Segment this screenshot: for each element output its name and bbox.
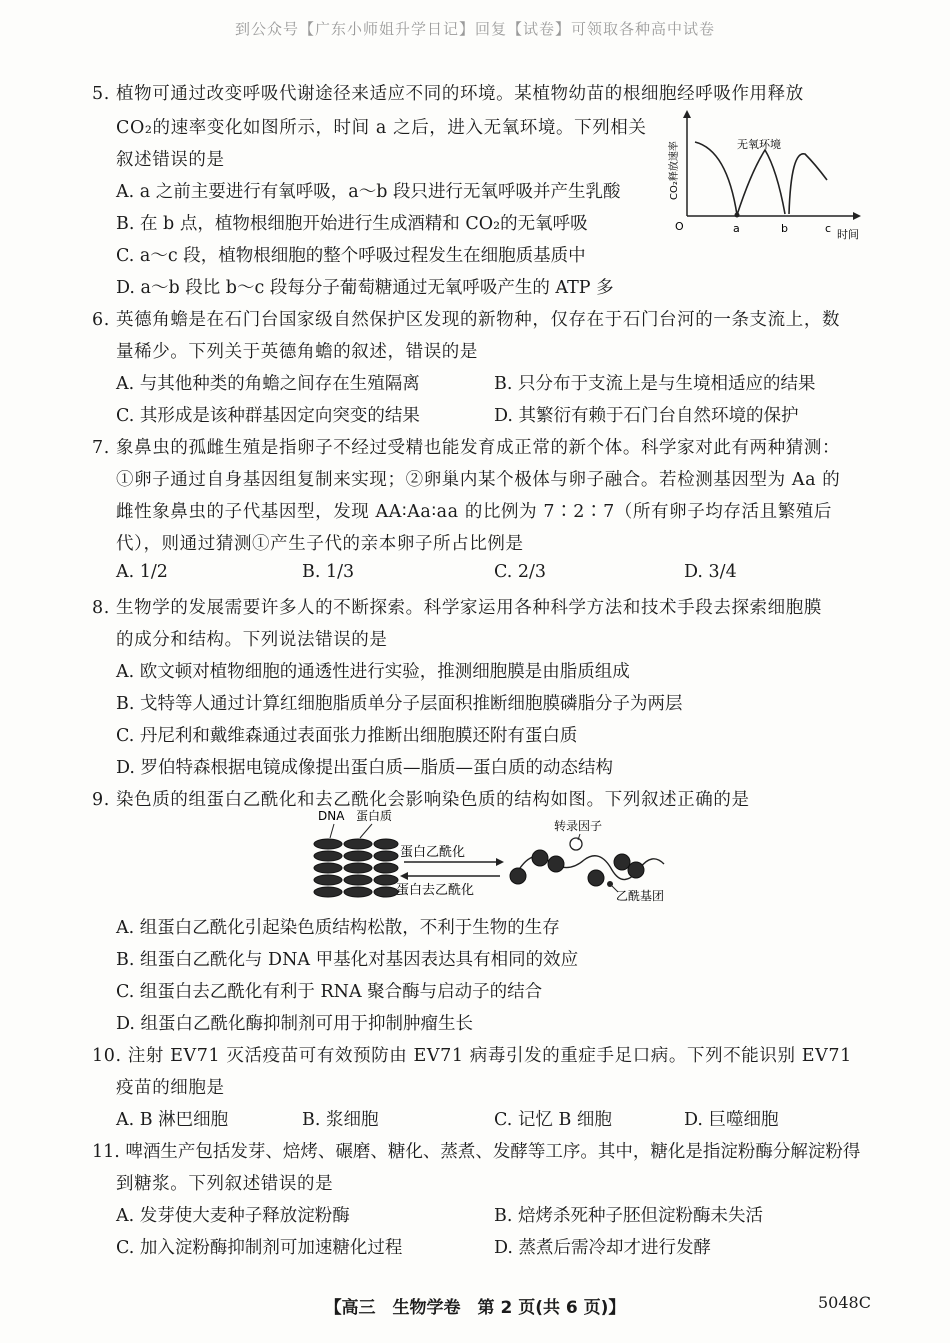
q5-graph-curve	[695, 142, 827, 215]
q7-stem-line-1: 7. 象鼻虫的孤雌生殖是指卵子不经过受精也能发育成正常的新个体。科学家对此有两种猜测：	[92, 438, 841, 458]
q10-option-a: A. B 淋巴细胞	[116, 1110, 229, 1130]
q8-option-c: C. 丹尼利和戴维森通过表面张力推断出细胞膜还附有蛋白质	[116, 726, 578, 746]
q9-fig-dna-label: DNA	[318, 809, 345, 823]
q5-stem-line-2: CO₂的速率变化如图所示，时间 a 之后，进入无氧环境。下列相关	[116, 118, 647, 138]
q5-option-c: C. a～c 段，植物根细胞的整个呼吸过程发生在细胞质基质中	[116, 246, 586, 266]
q5-graph-tick-b: b	[781, 222, 788, 235]
q7-stem-line-2: ①卵子通过自身基因组复制来实现；②卵巢内某个极体与卵子融合。若检测基因型为 Aa 的	[116, 470, 841, 490]
q8-option-b: B. 戈特等人通过计算红细胞脂质单分子层面积推断细胞膜磷脂分子为两层	[116, 694, 683, 714]
q8-option-d: D. 罗伯特森根据电镜成像提出蛋白质—脂质—蛋白质的动态结构	[116, 758, 614, 778]
q9-fig-forward-label: 蛋白乙酰化	[400, 845, 466, 860]
q9-option-b: B. 组蛋白乙酰化与 DNA 甲基化对基因表达具有相同的效应	[116, 950, 579, 970]
q10-option-b: B. 浆细胞	[302, 1110, 379, 1130]
q9-stem: 9. 染色质的组蛋白乙酰化和去乙酰化会影响染色质的结构如图。下列叙述正确的是	[92, 790, 750, 810]
paper-code: 5048C	[818, 1293, 871, 1312]
q9-fig-protein-label: 蛋白质	[356, 809, 393, 823]
q7-option-a: A. 1/2	[116, 562, 168, 582]
q5-option-a: A. a 之前主要进行有氧呼吸，a～b 段只进行无氧呼吸并产生乳酸	[116, 182, 621, 202]
q10-option-d: D. 巨噬细胞	[684, 1110, 779, 1130]
q9-fig-transcription-factor	[570, 838, 582, 850]
q9-option-d: D. 组蛋白乙酰化酶抑制剂可用于抑制肿瘤生长	[116, 1014, 474, 1034]
q6-option-c: C. 其形成是该种群基因定向突变的结果	[116, 406, 420, 426]
q9-fig-open-nucleosomes	[510, 850, 644, 886]
q11-option-a: A. 发芽使大麦种子释放淀粉酶	[116, 1206, 350, 1226]
q7-stem-line-3: 雌性象鼻虫的子代基因型，发现 AA∶Aa∶aa 的比例为 7∶2∶7（所有卵子均存活且繁殖后	[116, 502, 833, 522]
q5-graph-point-a	[735, 213, 740, 218]
q5-graph-tick-c: c	[825, 222, 832, 235]
q9-fig-condensed-chromatin	[314, 839, 398, 897]
q7-option-d: D. 3/4	[684, 562, 737, 582]
q10-stem-line-2: 疫苗的细胞是	[116, 1078, 225, 1098]
q11-option-c: C. 加入淀粉酶抑制剂可加速糖化过程	[116, 1238, 403, 1258]
q8-stem-line-1: 8. 生物学的发展需要许多人的不断探索。科学家运用各种科学方法和技术手段去探索细胞膜	[92, 598, 822, 618]
q9-option-a: A. 组蛋白乙酰化引起染色质结构松散，不利于生物的生存	[116, 918, 560, 938]
q5-stem-line-3: 叙述错误的是	[116, 150, 225, 170]
q9-fig-acetyl-label: 乙酰基团	[616, 889, 665, 903]
q11-option-b: B. 焙烤杀死种子胚但淀粉酶未失活	[494, 1206, 763, 1226]
watermark: 到公众号【广东小师姐升学日记】回复【试卷】可领取各种高中试卷	[234, 20, 715, 38]
q10-stem-line-1: 10. 注射 EV71 灭活疫苗可有效预防由 EV71 病毒引发的重症手足口病。下列不能识别 EV71	[92, 1046, 852, 1066]
q9-option-c: C. 组蛋白去乙酰化有利于 RNA 聚合酶与启动子的结合	[116, 982, 543, 1002]
q5-graph-y-arrow	[683, 110, 691, 118]
q9-fig-reverse-label: 蛋白去乙酰化	[396, 883, 475, 898]
q11-stem-line-1: 11. 啤酒生产包括发芽、焙烤、碾磨、糖化、蒸煮、发酵等工序。其中，糖化是指淀粉酶分解淀粉得	[92, 1142, 861, 1162]
q5-graph-xlabel: 时间	[837, 228, 859, 241]
q6-option-a: A. 与其他种类的角蟾之间存在生殖隔离	[116, 374, 420, 394]
q5-graph-annotation: 无氧环境	[737, 138, 781, 151]
q9-fig-dna-pointer	[330, 824, 334, 838]
q5-co2-graph	[665, 110, 865, 250]
q5-stem-line-1: 5. 植物可通过改变呼吸代谢途径来适应不同的环境。某植物幼苗的根细胞经呼吸作用释放	[92, 84, 804, 104]
q6-stem-line-2: 量稀少。下列关于英德角蟾的叙述，错误的是	[116, 342, 478, 362]
q9-chromatin-figure	[300, 804, 680, 908]
q6-option-b: B. 只分布于支流上是与生境相适应的结果	[494, 374, 816, 394]
q5-graph-tick-a: a	[733, 222, 740, 235]
q7-option-b: B. 1/3	[302, 562, 355, 582]
q8-option-a: A. 欧文顿对植物细胞的通透性进行实验，推测细胞膜是由脂质组成	[116, 662, 630, 682]
q9-fig-protein-pointer	[360, 824, 372, 838]
q6-option-d: D. 其繁衍有赖于石门台自然环境的保护	[494, 406, 799, 426]
q7-option-c: C. 2/3	[494, 562, 547, 582]
q8-stem-line-2: 的成分和结构。下列说法错误的是	[116, 630, 388, 650]
q5-graph-ylabel: CO₂释放速率	[669, 141, 680, 200]
q10-option-c: C. 记忆 B 细胞	[494, 1110, 612, 1130]
q11-stem-line-2: 到糖浆。下列叙述错误的是	[116, 1174, 334, 1194]
page-footer: 【高三 生物学卷 第 2 页(共 6 页)】	[324, 1298, 626, 1318]
q9-fig-tf-label: 转录因子	[554, 819, 603, 833]
q5-option-b: B. 在 b 点，植物根细胞开始进行生成酒精和 CO₂的无氧呼吸	[116, 214, 588, 234]
q5-graph-x-arrow	[853, 212, 861, 220]
q11-option-d: D. 蒸煮后需冷却才进行发酵	[494, 1238, 712, 1258]
q5-option-d: D. a～b 段比 b～c 段每分子葡萄糖通过无氧呼吸产生的 ATP 多	[116, 278, 614, 298]
q5-graph-origin: O	[675, 220, 684, 233]
q6-stem-line-1: 6. 英德角蟾是在石门台国家级自然保护区发现的新物种，仅存在于石门台河的一条支流上，数	[92, 310, 841, 330]
q7-stem-line-4: 代），则通过猜测①产生子代的亲本卵子所占比例是	[116, 534, 524, 554]
